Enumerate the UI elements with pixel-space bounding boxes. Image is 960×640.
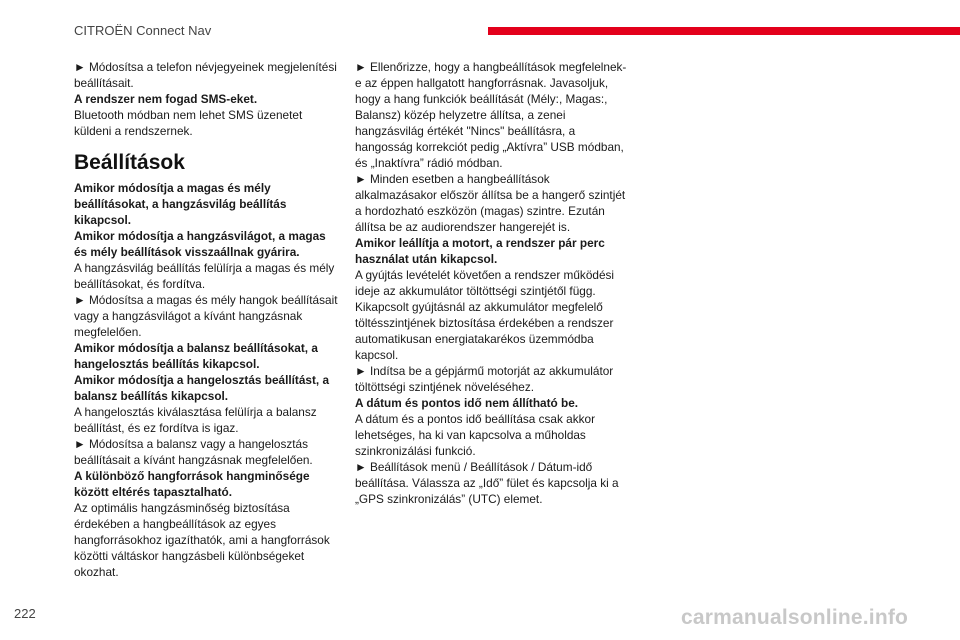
paragraph: A hangzásvilág beállítás felülírja a magas és mély beállításokat, és fordítva. <box>74 261 335 291</box>
paragraph: ► Módosítsa a magas és mély hangok beállításait vagy a hangzásvilágot a kívánt hangzásnak megfelelően. <box>74 293 338 339</box>
bold-paragraph: A rendszer nem fogad SMS-eket. <box>74 92 258 106</box>
paragraph: ► Módosítsa a telefon névjegyeinek megjelenítési beállításait. <box>74 60 337 90</box>
paragraph: ► Minden esetben a hangbeállítások alkalmazásakor először állítsa be a hangerő szintjét a hordozható eszközön (magas) szintre. Ezután állítsa be az audiorendszer hangerejét is. <box>355 172 626 234</box>
header-accent-bar <box>488 27 960 35</box>
bold-paragraph: Amikor módosítja a magas és mély beállításokat, a hangzásvilág beállítás kikapcsol. <box>74 181 287 227</box>
paragraph: ► Módosítsa a balansz vagy a hangelosztás beállításait a kívánt hangzásnak megfelelően. <box>74 437 313 467</box>
page-number: 222 <box>14 606 36 621</box>
watermark: carmanualsonline.info <box>681 606 909 629</box>
section-heading: Beállítások <box>74 151 185 174</box>
header-title: CITROËN Connect Nav <box>74 23 212 38</box>
paragraph: ► Beállítások menü / Beállítások / Dátum-idő beállítása. Válassza az „Idő” fület és kapcsolja ki a „GPS szinkronizálás” (UTC) elemet. <box>355 460 619 506</box>
paragraph: Bluetooth módban nem lehet SMS üzenetet küldeni a rendszernek. <box>74 108 303 138</box>
paragraph: A gyújtás levételét követően a rendszer működési ideje az akkumulátor töltöttségi szintjétől függ. <box>355 268 615 298</box>
paragraph: ► Ellenőrizze, hogy a hangbeállítások megfelelnek-e az éppen hallgatott hangforrásnak. Javasoljuk, hogy a hang funkciók beállítását (Mély:, Magas:, Balansz) közép helyzetre állítsa, a zenei hangzásvilág értékét "Nincs" beállításra, a hangosság korrekciót pedig „Aktívra” USB módban, és „Inaktívra” rádió módban. <box>355 60 627 170</box>
paragraph: ► Indítsa be a gépjármű motorját az akkumulátor töltöttségi szintjének növeléséhez. <box>355 364 614 394</box>
left-column <box>74 59 342 580</box>
right-column <box>355 59 627 507</box>
bold-paragraph: A különböző hangforrások hangminősége között eltérés tapasztalható. <box>74 469 310 499</box>
paragraph: A dátum és a pontos idő beállítása csak akkor lehetséges, ha ki van kapcsolva a műholdas szinkronizálási funkció. <box>355 412 596 458</box>
paragraph: Kikapcsolt gyújtásnál az akkumulátor megfelelő töltésszintjének biztosítása érdekében a rendszer automatikusan energiatakarékos üzemmódba kapcsol. <box>355 300 614 362</box>
bold-paragraph: Amikor módosítja a hangelosztás beállítást, a balansz beállítás kikapcsol. <box>74 373 330 403</box>
bold-paragraph: Amikor leállítja a motort, a rendszer pár perc használat után kikapcsol. <box>355 236 605 266</box>
bold-paragraph: Amikor módosítja a hangzásvilágot, a magas és mély beállítások visszaállnak gyárira. <box>74 229 326 259</box>
paragraph: Az optimális hangzásminőség biztosítása érdekében a hangbeállítások az egyes hangforrásokhoz igazíthatók, ami a hangforrások közötti váltáskor hangzásbeli különbségeket okozhat. <box>74 501 330 579</box>
bold-paragraph: A dátum és pontos idő nem állítható be. <box>355 396 579 410</box>
bold-paragraph: Amikor módosítja a balansz beállításokat, a hangelosztás beállítás kikapcsol. <box>74 341 318 371</box>
paragraph: A hangelosztás kiválasztása felülírja a balansz beállítást, és ez fordítva is igaz. <box>74 405 317 435</box>
